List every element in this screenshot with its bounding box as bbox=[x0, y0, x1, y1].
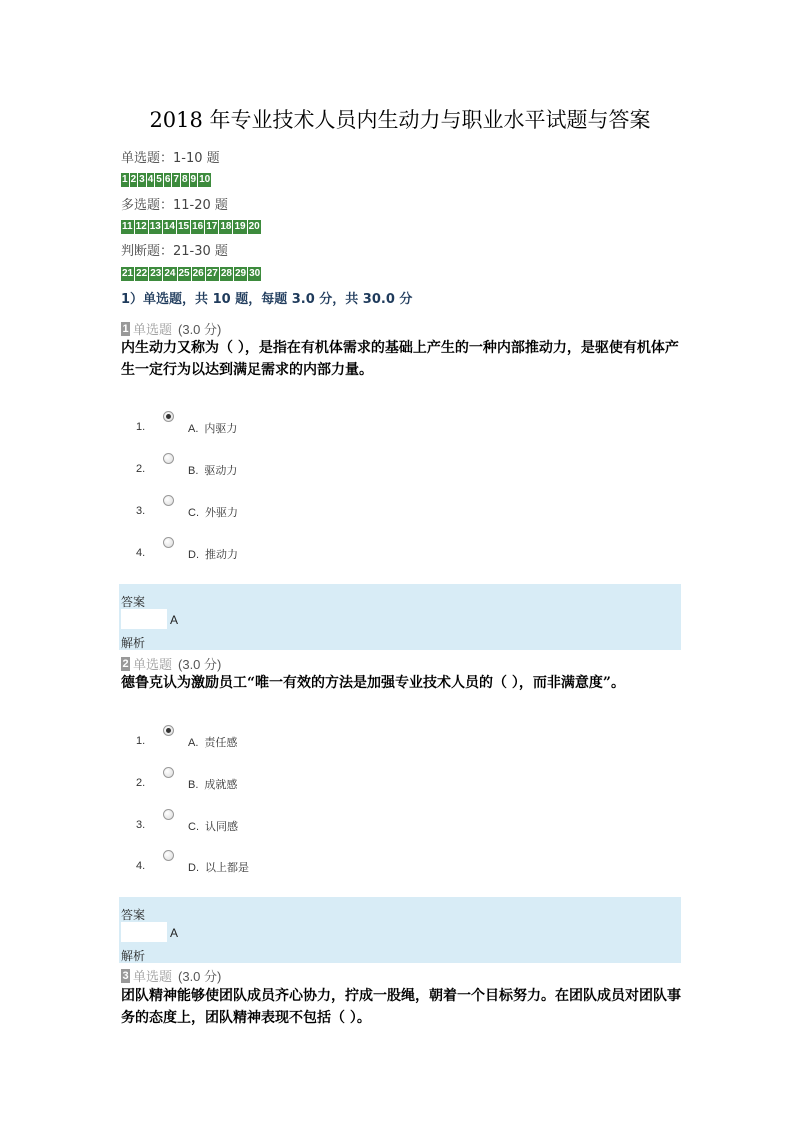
question-link[interactable]: 8 bbox=[181, 174, 188, 185]
answer-option[interactable] bbox=[0, 856, 800, 876]
radio-button[interactable] bbox=[163, 453, 174, 464]
question-link[interactable]: 13 bbox=[149, 221, 161, 232]
option-index: 1. bbox=[136, 421, 146, 433]
section-label-multi: 多选题：11-20 题 bbox=[121, 198, 228, 213]
radio-button[interactable] bbox=[163, 495, 174, 506]
question-link[interactable]: 10 bbox=[199, 174, 211, 185]
answer-option[interactable] bbox=[0, 815, 800, 835]
question-header bbox=[121, 654, 221, 673]
option-label: B. 成就感 bbox=[188, 778, 238, 791]
question-text: 团队精神能够使团队成员齐心协力，拧成一股绳，朝着一个目标努力。在团队成员对团队事务的态度上，团队精神表现不包括（ ）。 bbox=[121, 988, 681, 1026]
explanation-label: 解析 bbox=[121, 636, 146, 650]
question-link[interactable]: 15 bbox=[177, 221, 190, 232]
question-link[interactable]: 2 bbox=[130, 174, 137, 185]
option-label: A. 责任感 bbox=[188, 736, 238, 749]
answer-label: 答案 bbox=[121, 595, 146, 609]
option-label: A. 内驱力 bbox=[188, 422, 238, 435]
question-link[interactable]: 14 bbox=[163, 221, 175, 232]
question-nav-judge bbox=[121, 267, 261, 281]
option-label: C. 认同感 bbox=[188, 820, 238, 833]
option-index: 2. bbox=[136, 777, 146, 789]
question-number: 2 bbox=[122, 657, 129, 670]
document-title: 2018 年专业技术人员内生动力与职业水平试题与答案 bbox=[149, 108, 651, 132]
question-link[interactable]: 12 bbox=[135, 221, 147, 232]
question-link[interactable]: 22 bbox=[136, 268, 148, 279]
question-text: 内生动力又称为（ ），是指在有机体需求的基础上产生的一种内部推动力，是驱使有机体产生一定行为以达到满足需求的内部力量。 bbox=[121, 340, 679, 378]
question-type: 单选题 bbox=[133, 658, 173, 673]
explanation-label: 解析 bbox=[121, 949, 146, 963]
question-link[interactable]: 21 bbox=[122, 268, 134, 279]
option-index: 2. bbox=[136, 463, 146, 475]
question-link[interactable]: 6 bbox=[164, 174, 171, 185]
question-link[interactable]: 25 bbox=[178, 268, 190, 279]
answer-cell bbox=[121, 922, 167, 942]
radio-button[interactable] bbox=[163, 725, 174, 736]
question-type: 单选题 bbox=[133, 970, 173, 985]
question-points: (3.0 分) bbox=[178, 657, 222, 672]
option-label: D. 推动力 bbox=[188, 548, 238, 561]
answer-option[interactable] bbox=[0, 543, 800, 563]
question-link[interactable]: 19 bbox=[234, 221, 246, 232]
question-link[interactable]: 7 bbox=[173, 174, 179, 185]
radio-button[interactable] bbox=[163, 537, 174, 548]
question-type: 单选题 bbox=[133, 323, 173, 338]
option-index: 3. bbox=[136, 819, 146, 831]
question-link[interactable]: 16 bbox=[192, 221, 204, 232]
answer-panel bbox=[119, 584, 681, 650]
question-link[interactable]: 23 bbox=[150, 268, 162, 279]
answer-option[interactable] bbox=[0, 773, 800, 793]
option-label: B. 驱动力 bbox=[188, 464, 238, 477]
question-points: (3.0 分) bbox=[178, 969, 222, 984]
section-label-single: 单选题：1-10 题 bbox=[121, 151, 220, 166]
question-nav-multi bbox=[121, 220, 261, 234]
question-link[interactable]: 30 bbox=[249, 268, 261, 279]
question-link[interactable]: 26 bbox=[192, 268, 204, 279]
answer-value: A bbox=[170, 613, 179, 627]
question-link[interactable]: 18 bbox=[220, 221, 232, 232]
radio-button[interactable] bbox=[163, 767, 174, 778]
question-link[interactable]: 27 bbox=[206, 268, 218, 279]
section-label-judge: 判断题：21-30 题 bbox=[121, 244, 228, 259]
question-link[interactable]: 3 bbox=[139, 174, 145, 185]
answer-option[interactable] bbox=[0, 417, 800, 437]
option-index: 4. bbox=[136, 860, 146, 872]
question-number: 3 bbox=[122, 969, 129, 982]
question-link[interactable]: 9 bbox=[190, 174, 197, 185]
option-index: 1. bbox=[136, 735, 146, 747]
question-link[interactable]: 5 bbox=[156, 174, 162, 185]
answer-label: 答案 bbox=[121, 908, 146, 922]
question-link[interactable]: 4 bbox=[147, 174, 154, 185]
question-link[interactable]: 29 bbox=[235, 268, 247, 279]
option-label: D. 以上都是 bbox=[188, 861, 249, 874]
question-link[interactable]: 17 bbox=[206, 221, 218, 232]
answer-value: A bbox=[170, 926, 179, 940]
option-index: 3. bbox=[136, 505, 146, 517]
radio-button[interactable] bbox=[163, 411, 174, 422]
question-link[interactable]: 24 bbox=[164, 268, 176, 279]
question-header bbox=[121, 966, 221, 985]
answer-cell bbox=[121, 609, 167, 629]
answer-option[interactable] bbox=[0, 731, 800, 751]
answer-option[interactable] bbox=[0, 459, 800, 479]
question-number: 1 bbox=[122, 322, 129, 335]
question-nav-single bbox=[121, 173, 211, 187]
question-text: 德鲁克认为激励员工“唯一有效的方法是加强专业技术人员的（ ），而非满意度”。 bbox=[121, 675, 625, 691]
radio-button[interactable] bbox=[163, 850, 174, 861]
question-points: (3.0 分) bbox=[178, 322, 222, 337]
option-label: C. 外驱力 bbox=[188, 506, 238, 519]
question-link[interactable]: 1 bbox=[122, 174, 128, 185]
question-header bbox=[121, 319, 221, 338]
question-link[interactable]: 28 bbox=[220, 268, 232, 279]
answer-panel bbox=[119, 897, 681, 963]
question-link[interactable]: 11 bbox=[122, 221, 133, 232]
section-summary: 1）单选题，共 10 题，每题 3.0 分，共 30.0 分 bbox=[121, 292, 413, 307]
question-link[interactable]: 20 bbox=[248, 221, 260, 232]
radio-button[interactable] bbox=[163, 809, 174, 820]
option-index: 4. bbox=[136, 547, 146, 559]
answer-option[interactable] bbox=[0, 501, 800, 521]
